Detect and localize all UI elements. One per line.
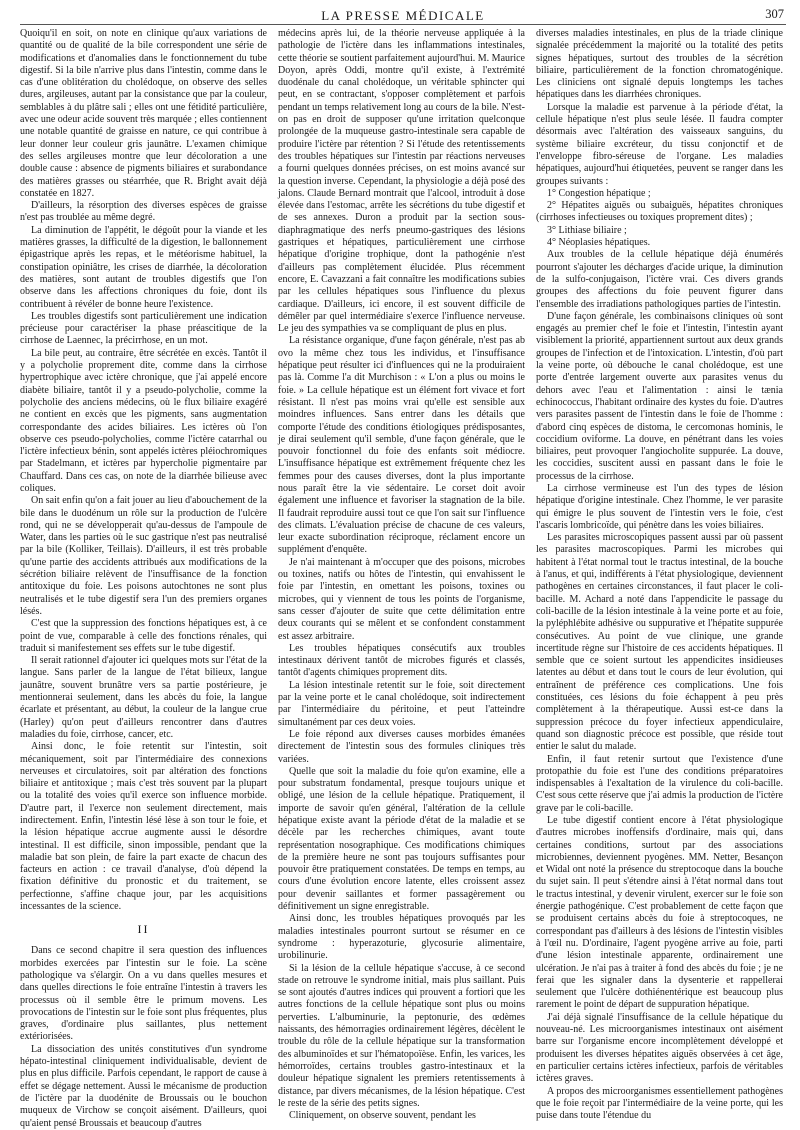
paragraph: Le foie répond aux diverses causes morbides émanées directement de l'intestin sous des formules cliniques très variées. bbox=[278, 728, 525, 765]
paragraph: Le tube digestif contient encore à l'état physiologique d'autres microbes inoffensifs d'ordinaire, mais qui, dans certaines conditions, surtout par des associations microbiennes, deviennent pyogènes. MM. Netter, Besançon et Widal ont noté la présence du streptocoque dans la bouche du sujet sain. Il peut s'étendre ainsi à l'état normal dans tout le tractus intestinal, y devenir virulent, exercer sur le foie son énergie pathogénique. C'est probablement de cette façon que se produisent certains abcès du foie à streptocoques, ne correspondant pas d'ailleurs à des lésions de l'intestin visibles à l'œil nu. D'ordinaire, l'agent pyogène arrive au foie, parti d'une lésion intestinale apparente, ordinairement une ulcération. Je n'ai pas à traiter à fond des abcès du foie ; je ne ferai que les signaler dans la dysenterie et rappellerai seulement que l'ulcère dothiénentérique est beaucoup plus rarement le point de départ de suppuration hépatique. bbox=[536, 815, 783, 1011]
paragraph: La cirrhose vermineuse est l'un des types de lésion hépatique d'origine intestinale. Chez l'homme, le ver parasite qui émigre le plus souvent de l'intestin vers le foie, c'est l'ascaris lombricoïde, qui pénètre dans les voies biliaires. bbox=[536, 482, 783, 531]
paragraph: La bile peut, au contraire, être sécrétée en excès. Tantôt il y a polycholie proprement dite, comme dans la cirrhose hypertrophique avec ictère chronique, que j'ai appelé encore diabète biliaire, tantôt il y a pseudo-polycholie, comme la polycholie des anciens médecins, où le flux biliaire exagéré ne contient en excès que les pigments, sans augmentation correspondante des acides biliaires. Les ictères où l'on observe ces pseudo-polycholies, comme l'ictère catarrhal ou l'ictère infectieux bénin, sont appelés ictères pléiochromiques par Stadelmann, et ictères par hypercholie pigmentaire par Chauffard. Dans ces cas, on note de la diarrhée bilieuse avec coliques. bbox=[20, 347, 267, 494]
paragraph: diverses maladies intestinales, en plus de la triade clinique signalée précédemment la majorité ou la totalité des petits signes hépatiques, surtout des troubles de la sécrétion biliaire, particulièrement de la fonction chromatogénique. Les cliniciens ont signalé depuis longtemps les taches hépatiques dans les diarrhées chroniques. bbox=[536, 28, 783, 101]
paragraph: D'ailleurs, la résorption des diverses espèces de graisse n'est pas troublée au même degré. bbox=[20, 200, 267, 224]
paragraph: Lorsque la maladie est parvenue à la période d'état, la cellule hépatique n'est plus seule lésée. Il faudra compter désormais avec l'altération des vaisseaux sanguins, du système biliaire excréteur, du tissu conjonctif et de l'enveloppe fibro-séreuse de l'organe. Les maladies hépatiques, aujourd'hui étiquetées, peuvent se ranger dans les groupes suivants : bbox=[536, 101, 783, 187]
list-item: 1° Congestion hépatique ; bbox=[547, 187, 651, 199]
paragraph: Quelle que soit la maladie du foie qu'on examine, elle a pour substratum fondamental, presque toujours unique et obligé, une lésion de la cellule hépatique. Pratiquement, il importe de savoir qu'en général, l'altération de la cellule hépatique existe avant la période d'état de la maladie et se décèle par les recherches chimiques, avant toute représentation nosographique. Ces modifications chimiques de la première heure ne sont pas toujours suffisantes pour pouvoir être pratiquement constatées. De temps en temps, au cours d'une évolution encore latente, elles croissent assez pour devenir saillantes et former passagèrement ou définitivement un signe enregistrable. bbox=[278, 765, 525, 913]
paragraph: La résistance organique, d'une façon générale, n'est pas ab ovo la même chez tous les individus, et l'insuffisance hépatique peut résulter ici d'influences qui ne la produiraient pas là. Comme l'a dit Murchison : « L'on a plus ou moins le foie. » La cellule hépatique est un élément fort vivace et fort résistant. Il n'est pas moins vrai qu'elle est sensible aux moindres influences. Sans entrer dans les détails que comporte l'étude des conditions étiologiques prédisposantes, je dirai seulement qu'il semble, d'une façon générale, que le pouvoir fonctionnel du foie des enfants soit médiocre. L'insuffisance hépatique est extrêmement fréquente chez les femmes pour des causes diverses, dont la plus importante nous paraît être la vie sédentaire. Le corset doit avoir également une influence et favoriser la stagnation de la bile. Il faudrait reproduire aussi tout ce que l'on sait sur l'influence des climats. L'évaluation précise de chacune de ces valeurs, leur exacte subordination réciproque, réclament encore un supplément d'enquête. bbox=[278, 335, 525, 556]
paragraph: Cliniquement, on observe souvent, pendant les bbox=[289, 1110, 476, 1122]
paragraph: Les parasites microscopiques passent aussi par où passent les parasites macroscopiques. Parmi les microbes qui habitent à l'état normal tout le tractus intestinal, de la bouche à l'anus, et qui, indifférents à l'état physiologique, deviennent pathogènes en certaines circonstances, il faut placer le coli-bacille. M. Achard a noté dans l'appendicite le passage du coli-bacille de la lésion intestinale à la veine porte et au foie, la pyléphlébite adhésive ou suppurative et l'hépatite suppurée consécutives. Au point de vue clinique, une grande incertitude règne sur l'histoire de ces accidents hépatiques. Il semble que ce soient surtout les appendicites insidieuses latentes au début et dans tout le cours de leur évolution, qui entraînent de préférence ces complications. Une fois constituées, ces lésions du foie échappent à peu près complètement à la thérapeutique. Aussi est-ce dans la suppression précoce du foyer infectieux appendiculaire, quand son diagnostic précoce est possible, que réside tout entier le salut du malade. bbox=[536, 532, 783, 753]
list-item: 2° Hépatites aiguës ou subaiguës, hépatites chroniques (cirrhoses infectieuses ou toxiques proprement dites) ; bbox=[536, 200, 783, 224]
paragraph: Enfin, il faut retenir surtout que l'existence d'une protopathie du foie est l'une des conditions préparatoires indispensables à l'exaltation de la virulence du coli-bacille. C'est sous cette réserve que j'ai admis la production de l'ictère grave par le coli-bacille. bbox=[536, 753, 783, 814]
paragraph: Aux troubles de la cellule hépatique déjà énumérés pourront s'ajouter les décharges d'acide urique, la diminution de la sulfo-conjugaison, l'ictère vrai. Ces divers grands groupes des affections du foie peuvent figurer dans l'ensemble des irradiations pathologiques parties de l'intestin. bbox=[536, 249, 783, 310]
paragraph: La lésion intestinale retentit sur le foie, soit directement par la veine porte et le canal cholédoque, soit indirectement par l'intermédiaire du péritoine, et peut l'atteindre simultanément par ces deux voies. bbox=[278, 679, 525, 728]
paragraph: On sait enfin qu'on a fait jouer au lieu d'abouchement de la bile dans le duodénum un rôle sur la production de l'ulcère rond, qui ne se développerait qu'au-dessus de l'ampoule de Water, dans les parties où le suc gastrique n'est pas neutralisé par la bile (Kolliker, Teillais). D'ailleurs, il est très probable qu'une partie des accidents attribués aux modifications de la sécrétion biliaire relèvent de l'insuffisance de la fonction antitoxique du foie. Les poisons autochtones ne sont plus neutralisés et le tube digestif sera l'un des premiers organes lésés. bbox=[20, 495, 267, 617]
list-item: 4° Néoplasies hépatiques. bbox=[547, 237, 651, 249]
page-number: 307 bbox=[765, 7, 784, 21]
page-header bbox=[20, 3, 786, 25]
paragraph: Ainsi donc, les troubles hépatiques provoqués par les maladies intestinales pourront surtout se résumer en ce syndrome : hyperazoturie, glycosurie alimentaire, urobilinurie. bbox=[278, 913, 525, 962]
paragraph: Dans ce second chapitre il sera question des influences morbides exercées par l'intestin sur le foie. La scène pathologique va s'élargir. On a vu dans quelles mesures et dans quelles directions le foie entraîne l'intestin à travers les processus où il semble être le primum movens. Les provocations de l'intestin sur le foie sont plus fréquentes, plus graves, d'ordinaire plus saillantes, plus nettement extériorisées. bbox=[20, 945, 267, 1043]
list-item: 3° Lithiase biliaire ; bbox=[547, 224, 627, 236]
paragraph: Je n'ai maintenant à m'occuper que des poisons, microbes ou toxines, natifs ou hôtes de l'intestin, qui envahissent le foie par l'intestin, en omettant les poisons, toxines ou microbes, qui y viennent de tous les points de l'organisme, sans cesser d'ajouter de suite que cette délimitation entre deux courants qui se mêlent et se confondent constamment est assez arbitraire. bbox=[278, 556, 525, 642]
column-1 bbox=[20, 28, 267, 1129]
header-rule bbox=[20, 24, 786, 25]
paragraph: Ainsi donc, le foie retentit sur l'intestin, soit mécaniquement, soit par l'intermédiaire des connexions nerveuses et circulatoires, soit par altération des fonctions biliaire et antitoxique ; mais c'est très souvent par la plupart ou la totalité des voies qu'il exerce son influence morbide. D'autre part, il l'exerce non seulement directement, mais indirectement. Enfin, l'intestin lésé lèse à son tour le foie, et la lésion hépatique accrue augmente aussi le désordre intestinal. Il est difficile, sinon impossible, pendant que la maladie bat son plein, de faire la part exacte de chacun des facteurs en action : ce travail d'analyse, d'où dépend la fixation définitive du pronostic et du traitement, se perfectionne, s'affine chaque jour, par les acquisitions incessantes de la science. bbox=[20, 741, 267, 913]
paragraph: La dissociation des unités constitutives d'un syndrome hépato-intestinal cliniquement individualisable, devient de plus en plus difficile. Parfois cependant, le rapport de cause à effet se dégage nettement. Aussi le mécanisme de production de l'ictère par la duodénite de Broussais ou le bouchon muqueux de Virchow se conçoit aisément. D'ailleurs, quoi qu'aient pensé Broussais et beaucoup d'autres bbox=[20, 1043, 267, 1129]
paragraph: Quoiqu'il en soit, on note en clinique qu'aux variations de quantité ou de qualité de la bile correspondent une série de modifications et d'anomalies dans le fonctionnement du tube digestif. Si la bile n'arrive plus dans l'intestin, comme dans le cas d'une oblitération du cholédoque, on observe des selles dures, argileuses, autant par la consistance que par la couleur, semblables à du plâtre sali ; elles ont une fétidité particulière, avec une odeur acide souvent très marquée ; elles contiennent une notable quantité de graisse en nature, ce qui contribue à leur donner leur couleur gris jaunâtre. L'examen chimique des selles argileuses montre que leur décoloration a une double cause : absence de pigments biliaires et surabondance des matières grasses ou stéarrhée, que R. Bright avait déjà constatée en 1827. bbox=[20, 28, 267, 199]
paragraph: D'une façon générale, les combinaisons cliniques où sont engagés au premier chef le foie et l'intestin, l'intestin ayant visiblement la priorité, appartiennent surtout aux deux grands groupes de l'infection et de l'intoxication. L'intestin, d'où part la veine porte, où débouche le canal cholédoque, est une porte d'entrée largement ouverte aux parasites venus du dehors avec l'eau et l'alimentation : ainsi le tænia echinococcus, l'habitant ordinaire des kystes du foie. D'autres vers parasites passent de l'intestin dans le foie de l'homme : d'abord cinq espèces de distoma, le cercomonas hominis, le coccidium oviforme. La douve, en pénétrant dans les voies biliaires, peut provoquer l'angiocholite suppurée. La douve, les coccidies, suscitent aussi en passant dans le foie le processus de la cirrhose. bbox=[536, 310, 783, 482]
paragraph: J'ai déjà signalé l'insuffisance de la cellule hépatique du nouveau-né. Les microorganismes intestinaux ont aisément barre sur l'organisme encore incomplètement développé et produisent les diverses hépatites aiguës observées à cet âge, en particulier certains ictères infectieux, parfois de véritables ictères graves. bbox=[536, 1011, 783, 1085]
paragraph: Il serait rationnel d'ajouter ici quelques mots sur l'état de la langue. Sans parler de la langue de l'état bilieux, langue jaunâtre, souvent brunâtre vers sa partie postérieure, je mentionnerai seulement, dans les abcès du foie, la langue écarlate et présentant, au début, la couleur de la langue crue (Harley) qu'on peut d'ailleurs rencontrer dans d'autres maladies du foie, cirrhose, cancer, etc. bbox=[20, 655, 267, 740]
paragraph: médecins après lui, de la théorie nerveuse appliquée à la pathologie de l'ictère dans les inflammations intestinales, cette théorie se soutient parfaitement aujourd'hui. M. Maurice Doyon, après Oddi, montre qu'il existe, à l'extrémité duodénale du canal cholédoque, un véritable sphincter qui peut, en se contractant, s'opposer complètement et parfois pendant un temps relativement long au cours de la bile. N'est-on pas en droit de supposer qu'une irritation quelconque prolongée de la muqueuse gastro-intestinale sera capable de produire l'ictère par rétention ? Si l'étude des retentissements des troubles hépatiques sur l'intestin par réactions nerveuses a fourni quelques données précises, on est moins avancé sur la question inverse. Cependant, la physiologie a déjà posé des jalons. Claude Bernard montrait que l'alcool, introduit à dose élevée dans l'estomac, arrête les sécrétions du tube digestif et de ses annexes. Duron a produit par la section sous-diaphragmatique des nerfs pneumo-gastriques des lésions gastriques et hépatiques, particulièrement une cirrhose hépatique d'origine trophique, dont la pathogénie n'est d'ailleurs pas complètement élucidée. Plus récemment encore, E. Cavazzani a fait connaître les modifications subies par les cellules hépatiques sous l'influence du plexus cardiaque. D'ailleurs, ici encore, il est souvent difficile de démêler par quel intermédiaire s'exerce l'influence nerveuse. Le jeu des sympathies va se compliquant de plus en plus. bbox=[278, 28, 526, 335]
paragraph: A propos des microorganismes essentiellement pathogènes que le foie reçoit par l'intermédiaire de la veine porte, qui les puise dans toute l'étendue du bbox=[536, 1085, 783, 1122]
journal-title: LA PRESSE MÉDICALE bbox=[321, 8, 485, 23]
paragraph: Les troubles digestifs sont particulièrement une indication précieuse pour caractériser la phase préascitique de la cirrhose de Laennec, la précirrhose, en un mot. bbox=[20, 310, 267, 347]
paragraph: La diminution de l'appétit, le dégoût pour la viande et les matières grasses, la difficulté de la digestion, le ballonnement épigastrique après les repas, et le météorisme habituel, la constipation opiniâtre, les crises de diarrhée, la décoloration des matières, sont autant de troubles digestifs que l'on observe dans les affections chroniques du foie, dont ils contribuent à révéler de bonne heure l'existence. bbox=[20, 224, 267, 310]
paragraph: Les troubles hépatiques consécutifs aux troubles intestinaux dérivent tantôt de microbes figurés et classés, tantôt d'agents chimiques proprement dits. bbox=[278, 642, 525, 679]
section-heading: II bbox=[137, 922, 150, 937]
column-2 bbox=[278, 28, 526, 1122]
paragraph: Si la lésion de la cellule hépatique s'accuse, à ce second stade on retrouve le syndrome initial, mais plus saillant. Puis se sont ajoutés d'autres indices qui prouvent a fortiori que les autres fonctions de la cellule hépatique sont plus ou moins perverties. L'albuminurie, la peptonurie, des œdèmes naissants, des hémorragies ordinairement légères, décèlent le trouble du rôle de la cellule hépatique sur la transformation des albuminoïdes et sur l'hématopoïèse. Enfin, les varices, les hémorroïdes, certains troubles gastro-intestinaux et la douleur hépatique signalent les premiers retentissements à distance, par divers mécanismes, de la lésion hépatique. C'est le reste de la série des petits signes. bbox=[278, 962, 525, 1109]
column-3 bbox=[536, 28, 783, 1122]
paragraph: C'est que la suppression des fonctions hépatiques est, à ce point de vue, comparable à celle des fonctions rénales, qui traduit si manifestement ses effets sur le tube digestif. bbox=[20, 618, 267, 654]
